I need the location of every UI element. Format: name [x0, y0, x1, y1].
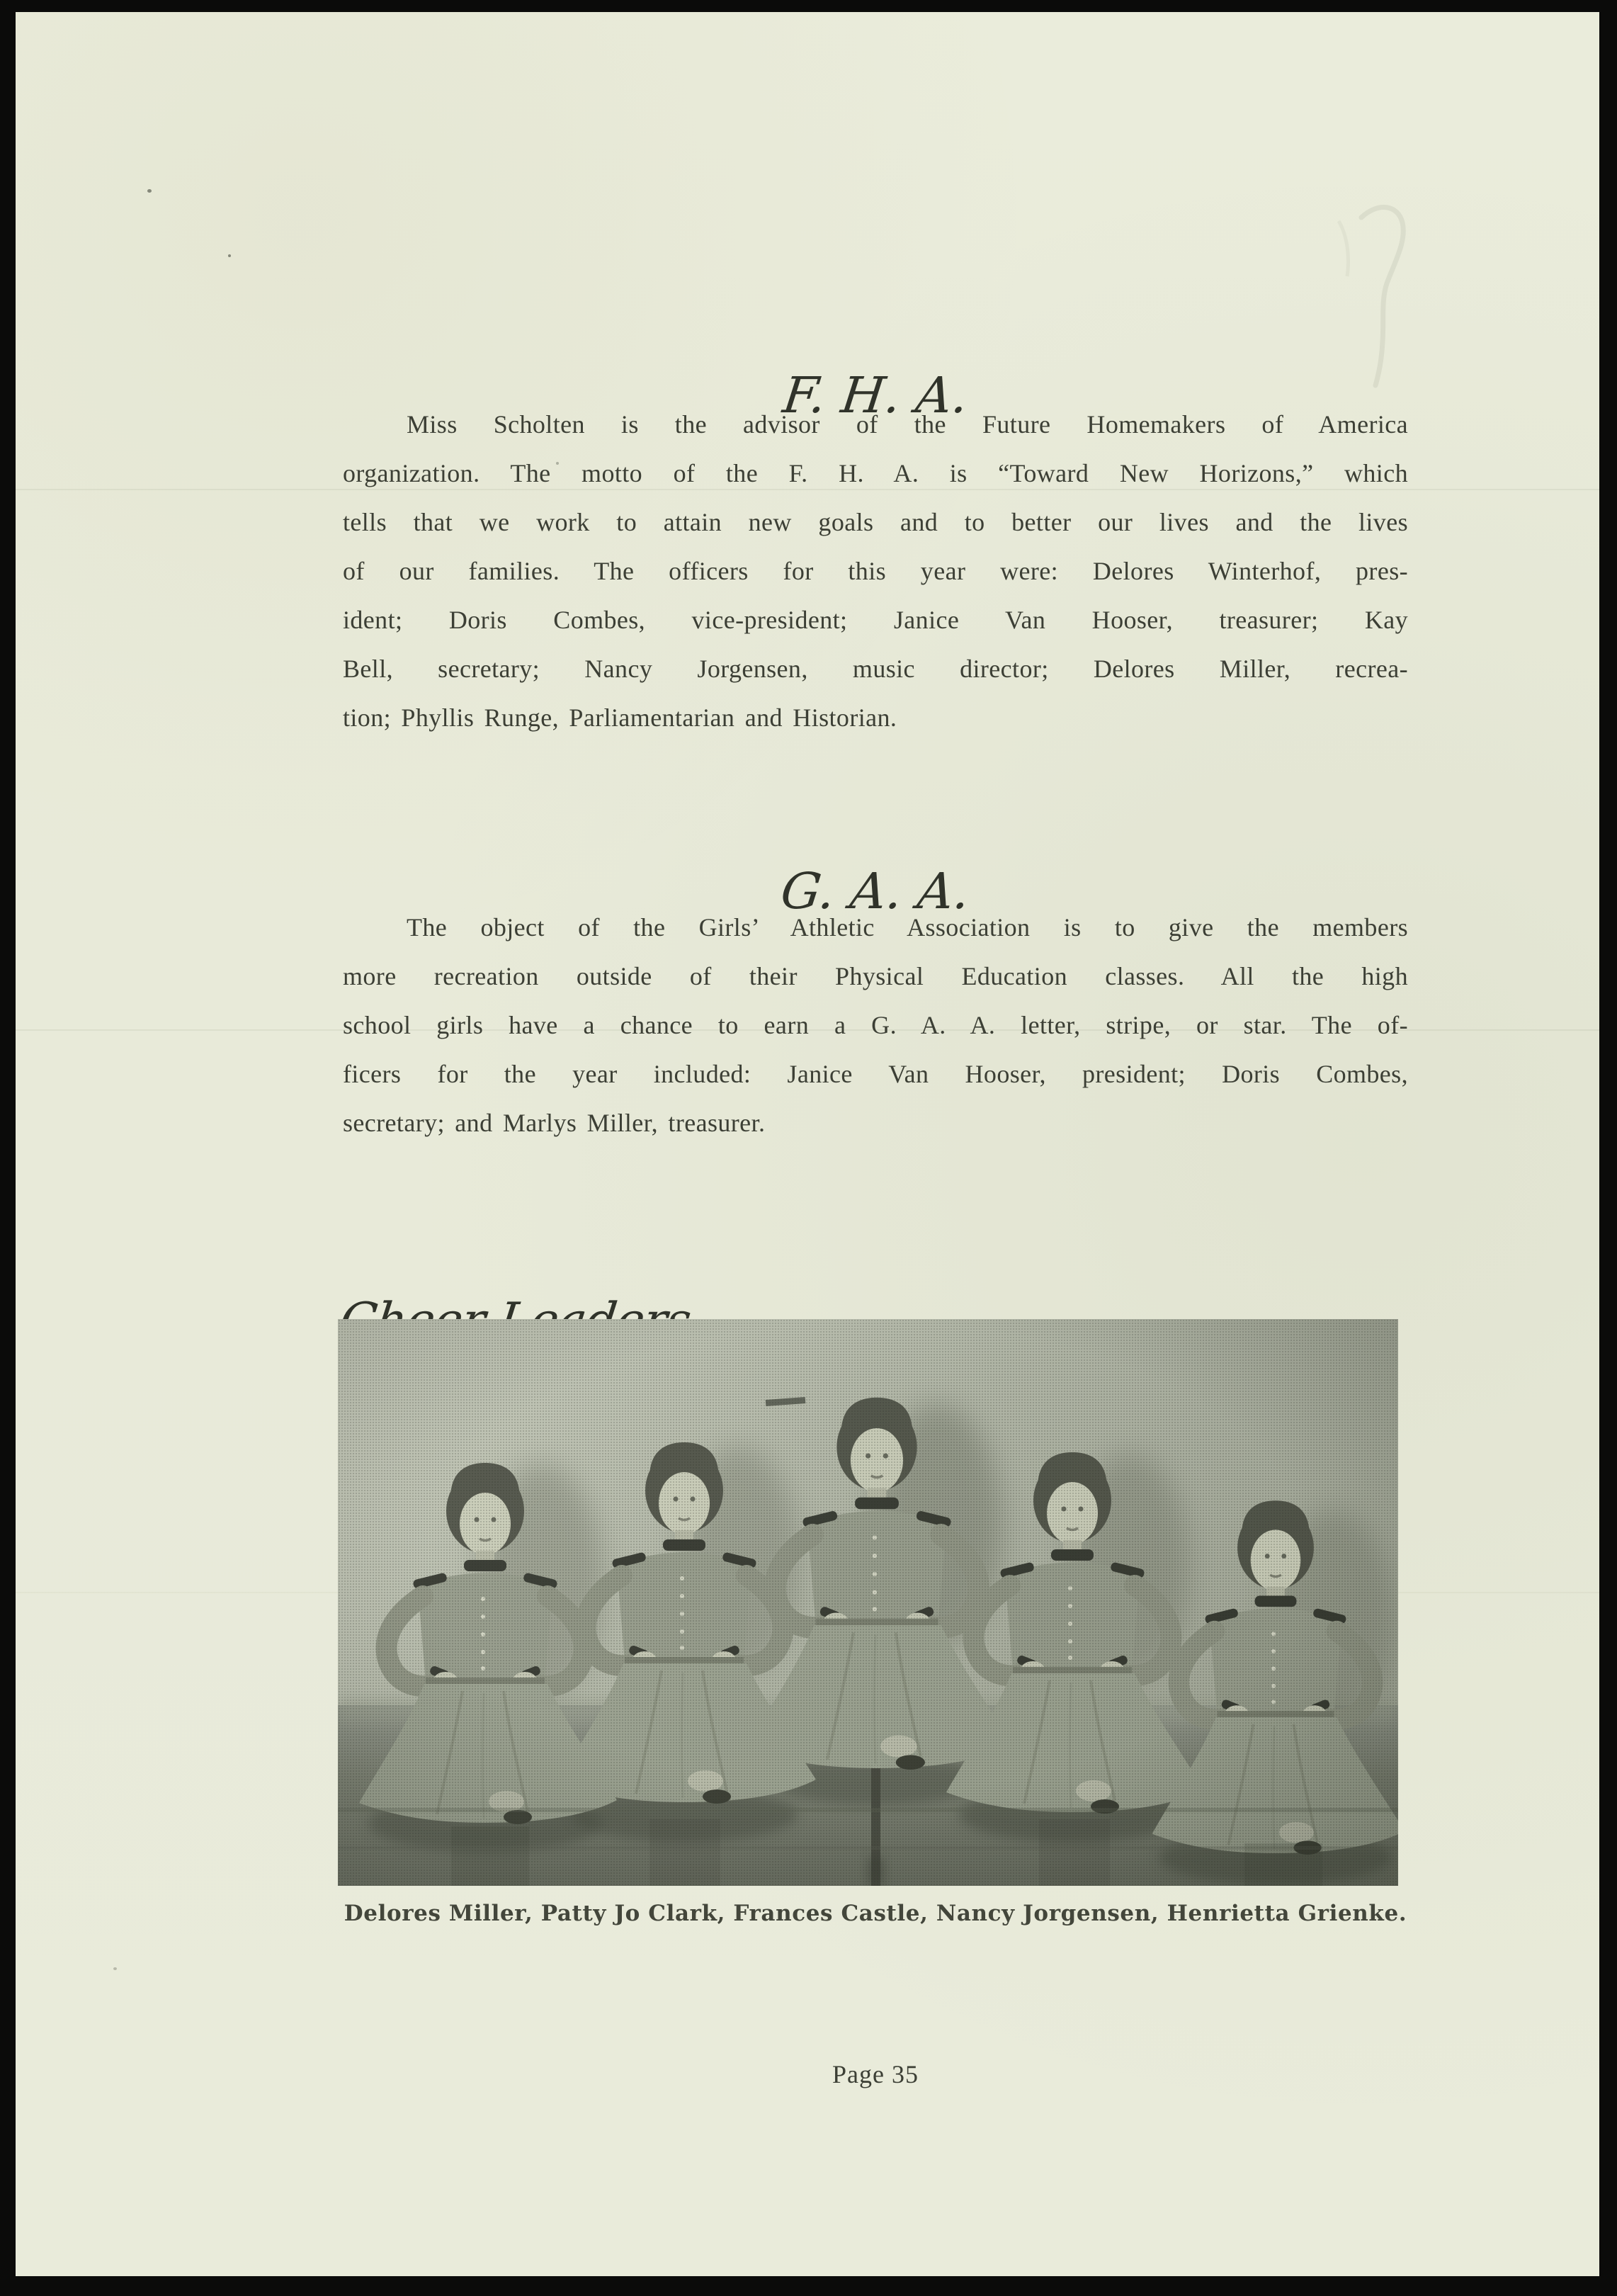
text-line: ficers for the year included: Janice Van Hooser, president; Doris Combes, — [343, 1060, 1408, 1088]
yearbook-page — [16, 12, 1599, 2276]
text-line: tion; Phyllis Runge, Parliamentarian and Historian. — [343, 703, 897, 732]
photo-illustration — [338, 1319, 1398, 1886]
page-number: Page 35 — [832, 2060, 919, 2088]
paper-speck — [113, 1967, 117, 1970]
text-line: The object of the Girls’ Athletic Association is to give the members — [407, 913, 1408, 941]
paper-speck — [147, 189, 152, 193]
cheerleaders-photo — [338, 1319, 1398, 1886]
text-line: organization. The motto of the F. H. A. is “Toward New Horizons,” which — [343, 459, 1408, 487]
fha-heading-text: F. H. A. — [779, 366, 972, 424]
gaa-heading-text: G. A. A. — [778, 861, 974, 920]
gaa-paragraph — [343, 903, 1408, 1148]
photo-caption: Delores Miller, Patty Jo Clark, Frances Castle, Nancy Jorgensen, Henrietta Grienke. — [344, 1901, 1407, 1926]
text-line: more recreation outside of their Physical Education classes. All the high — [343, 962, 1408, 990]
paper-speck — [228, 254, 231, 257]
text-line: tells that we work to attain new goals and to better our lives and the lives — [343, 508, 1408, 536]
fha-paragraph — [343, 400, 1408, 742]
text-line: Miss Scholten is the advisor of the Future Homemakers of America — [407, 410, 1408, 439]
faint-ink-smudge — [1319, 193, 1439, 398]
text-line: of our families. The officers for this year were: Delores Winterhof, pres- — [343, 557, 1408, 585]
text-line: Bell, secretary; Nancy Jorgensen, music director; Delores Miller, recrea- — [343, 655, 1408, 683]
text-line: secretary; and Marlys Miller, treasurer. — [343, 1109, 766, 1137]
text-line: ident; Doris Combes, vice-president; Janice Van Hooser, treasurer; Kay — [343, 606, 1408, 634]
text-line: school girls have a chance to earn a G. A. A. letter, stripe, or star. The of- — [343, 1011, 1408, 1039]
